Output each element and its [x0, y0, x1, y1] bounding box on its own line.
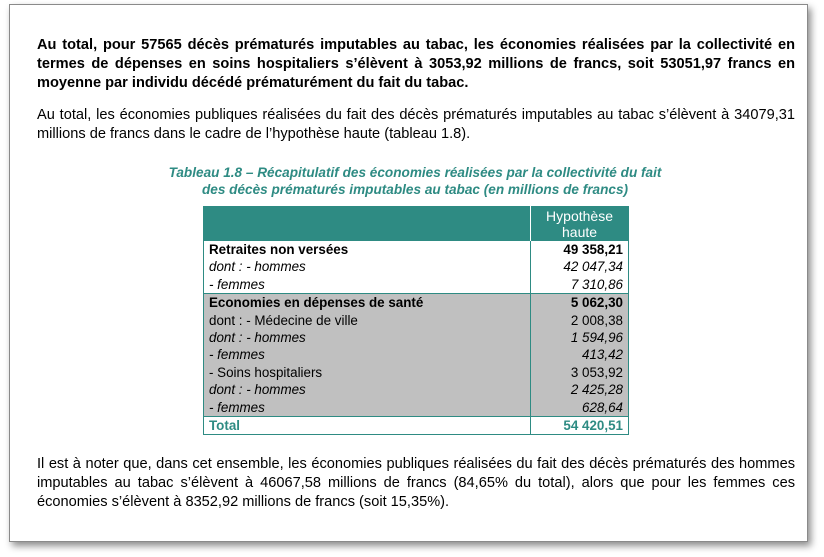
- row-value: 413,42: [531, 346, 629, 363]
- table-header-row: [204, 207, 629, 241]
- row-value: 1 594,96: [531, 329, 629, 346]
- closing-paragraph: Il est à noter que, dans cet ensemble, les économies publiques réalisées du fait des décès prématurés des hommes imputables au tabac s’élèvent à 46067,58 millions de francs (84,65% du total), alors que pour les femmes ces économies s’élèvent à 8352,92 millions de francs (soit 15,35%).: [37, 456, 795, 510]
- table-row: [204, 312, 629, 329]
- table-row: [204, 258, 629, 275]
- summary-table: [203, 206, 629, 435]
- table-row: [204, 276, 629, 294]
- row-label: dont : - hommes: [209, 259, 306, 275]
- row-label: - Soins hospitaliers: [204, 364, 531, 381]
- row-value: 7 310,86: [531, 276, 629, 294]
- table-caption-line-1: Tableau 1.8 – Récapitulatif des économies réalisées par la collectivité du fait: [168, 165, 662, 180]
- row-value: 5 062,30: [531, 294, 629, 312]
- row-value: 2 008,38: [531, 312, 629, 329]
- row-label: - femmes: [204, 399, 531, 417]
- row-label: Economies en dépenses de santé: [204, 294, 531, 312]
- table-total-row: [204, 417, 629, 435]
- table-row: [204, 241, 629, 259]
- table-caption: [70, 164, 760, 198]
- row-label: - femmes: [209, 276, 265, 292]
- row-label: dont : - Médecine de ville: [204, 312, 531, 329]
- row-value: 2 425,28: [531, 381, 629, 398]
- total-value: 54 420,51: [531, 417, 629, 435]
- table-row: [204, 329, 629, 346]
- table-row: [204, 399, 629, 417]
- total-label: Total: [204, 417, 531, 435]
- header-line-2: haute: [562, 223, 598, 240]
- table-row: [204, 364, 629, 381]
- row-label: - femmes: [204, 346, 531, 363]
- table-row: [204, 294, 629, 312]
- row-value: 628,64: [531, 399, 629, 417]
- row-value: 3 053,92: [531, 364, 629, 381]
- row-label: dont : - hommes: [204, 381, 531, 398]
- summary-paragraph-bold: Au total, pour 57565 décès prématurés imputables au tabac, les économies réalisées par la collectivité en termes de dépenses en soins hospitaliers s’élèvent à 3053,92 millions de francs, soit 53051,97 francs en moyenne par individu décédé prématurément du fait du tabac.: [37, 37, 795, 91]
- table-row: [204, 381, 629, 398]
- summary-paragraph: Au total, les économies publiques réalisées du fait des décès prématurés imputables au tabac s’élèvent à 34079,31 millions de francs dans le cadre de l’hypothèse haute (tableau 1.8).: [37, 107, 795, 142]
- table-caption-line-2: des décès prématurés imputables au tabac (en millions de francs): [201, 182, 629, 197]
- header-empty-cell: [204, 207, 531, 241]
- row-value: 42 047,34: [531, 258, 629, 275]
- row-label: dont : - hommes: [204, 329, 531, 346]
- header-hypothese-haute: [531, 207, 629, 241]
- row-value: 49 358,21: [531, 241, 629, 259]
- header-line-1: Hypothèse: [546, 207, 613, 224]
- table-row: [204, 346, 629, 363]
- document-page: [9, 4, 808, 542]
- row-label: Retraites non versées: [204, 241, 531, 259]
